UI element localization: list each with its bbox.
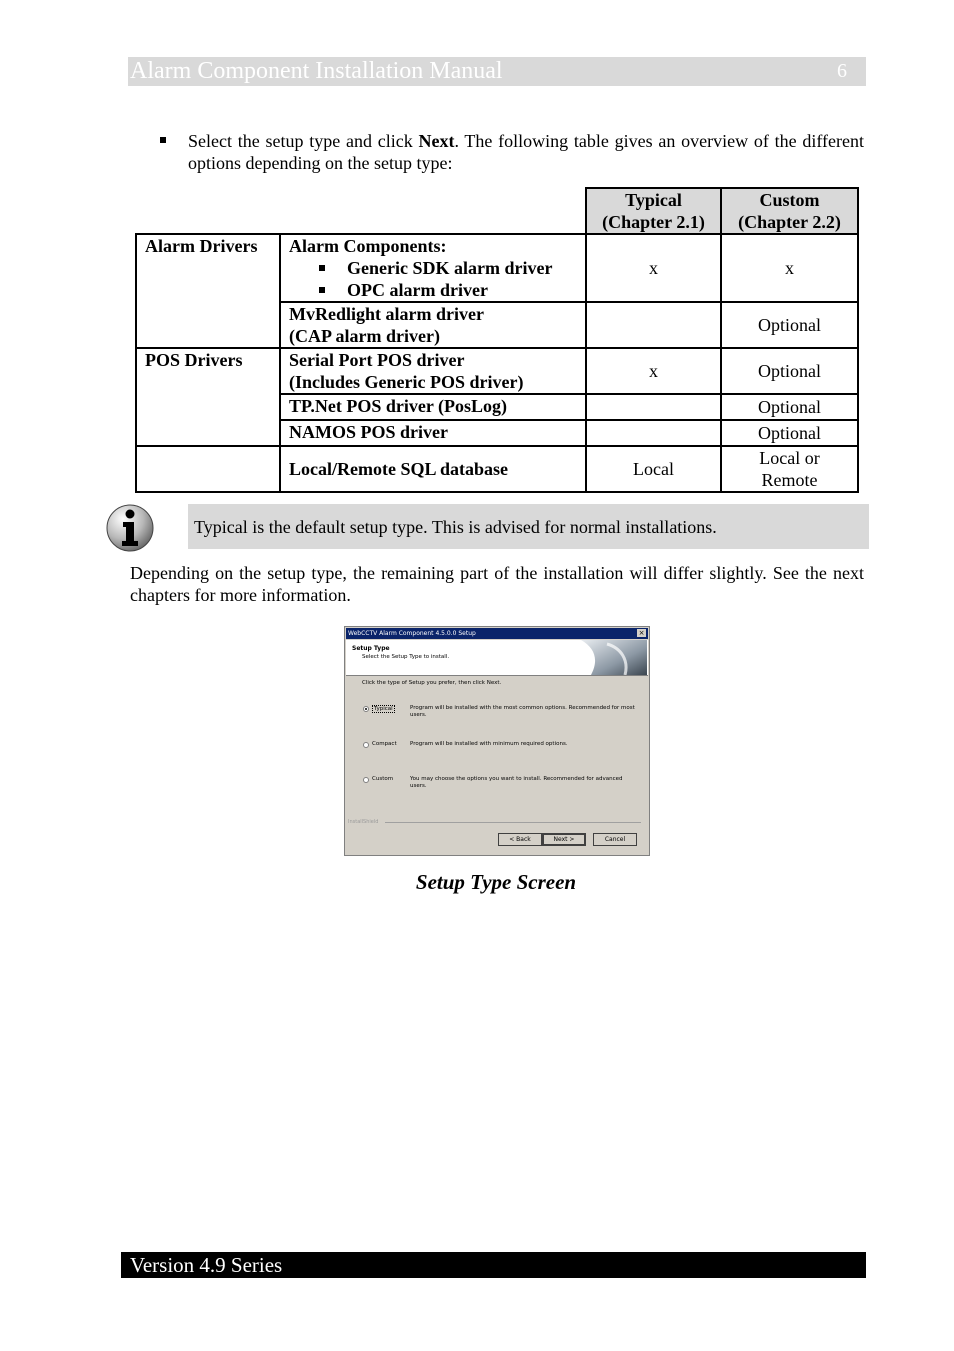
dialog-subheading: Select the Setup Type to install. [362,654,450,660]
radio-custom[interactable] [363,777,369,783]
table-corner [136,188,586,234]
window-title: WebCCTV Alarm Component 4.5.0.0 Setup [348,630,476,637]
window-titlebar [346,628,648,639]
bullet-square-icon [319,287,325,293]
footer-version: Version 4.9 Series [130,1253,283,1277]
info-icon [106,504,156,552]
cancel-button[interactable]: Cancel [593,833,637,846]
bullet-square-icon [160,137,166,143]
info-note [188,504,869,549]
group-pos-drivers: POS Drivers [136,348,280,446]
option-label-custom[interactable]: Custom [372,776,394,782]
info-note-text: Typical is the default setup type. This is advised for normal installations. [194,517,717,537]
col-header-custom: Custom (Chapter 2.2) [721,188,858,234]
cell-serial-pos: Serial Port POS driver (Includes Generic POS driver) [280,348,586,394]
installshield-label: InstallShield [348,819,379,825]
banner-graphic-icon [577,640,647,675]
intro-text: Select the setup type and click Next. The following table gives an overview of the different options depending on the setup type: [188,131,864,173]
cell-serial-typical: x [586,348,721,394]
dialog-prompt: Click the type of Setup you prefer, then click Next. [362,680,502,686]
cell-serial-custom: Optional [721,348,858,394]
cell-mvredlight-typical [586,302,721,348]
back-button[interactable]: < Back [498,833,542,846]
setup-options-table [135,187,859,493]
option-desc-custom: You may choose the options you want to install. Recommended for advanced users. [410,776,623,789]
dialog-heading: Setup Type [352,645,390,652]
setup-type-screenshot [344,626,650,856]
radio-typical[interactable] [363,706,369,712]
cell-empty-group [136,446,280,492]
cell-sql: Local/Remote SQL database [280,446,586,492]
cell-namos-custom: Optional [721,420,858,446]
cell-mvredlight: MvRedlight alarm driver (CAP alarm driver) [280,302,586,348]
cell-sql-typical: Local [586,446,721,492]
col-header-typical: Typical (Chapter 2.1) [586,188,721,234]
radio-compact[interactable] [363,742,369,748]
cell-tpnet-typical [586,394,721,420]
bullet-square-icon [319,265,325,271]
header-title: Alarm Component Installation Manual [130,58,503,84]
cell-tpnet: TP.Net POS driver (PosLog) [280,394,586,420]
cell-alarm-custom: x [721,234,858,302]
next-button[interactable]: Next > [542,833,586,846]
option-desc-typical: Program will be installed with the most common options. Recommended for most users. [410,705,635,718]
page-header [128,57,866,86]
divider [385,822,641,823]
cell-alarm-typical: x [586,234,721,302]
page-footer [121,1252,866,1278]
cell-mvredlight-custom: Optional [721,302,858,348]
body-paragraph: Depending on the setup type, the remaining part of the installation will differ slightly. See the next chapters for more information. [130,563,864,605]
option-label-compact[interactable]: Compact [372,741,397,747]
cell-namos: NAMOS POS driver [280,420,586,446]
option-label-typical[interactable]: Typical [374,706,393,712]
cell-alarm-components: Alarm Components: Generic SDK alarm driver OPC alarm driver [280,234,586,302]
cell-tpnet-custom: Optional [721,394,858,420]
dialog-banner [346,640,648,676]
figure-caption: Setup Type Screen [415,870,577,894]
group-alarm-drivers: Alarm Drivers [136,234,280,348]
cell-sql-custom: Local or Remote [721,446,858,492]
page-number: 6 [837,60,847,82]
cell-namos-typical [586,420,721,446]
close-icon[interactable]: × [638,629,645,637]
option-desc-compact: Program will be installed with minimum required options. [410,741,568,747]
intro-bullet [160,130,864,174]
